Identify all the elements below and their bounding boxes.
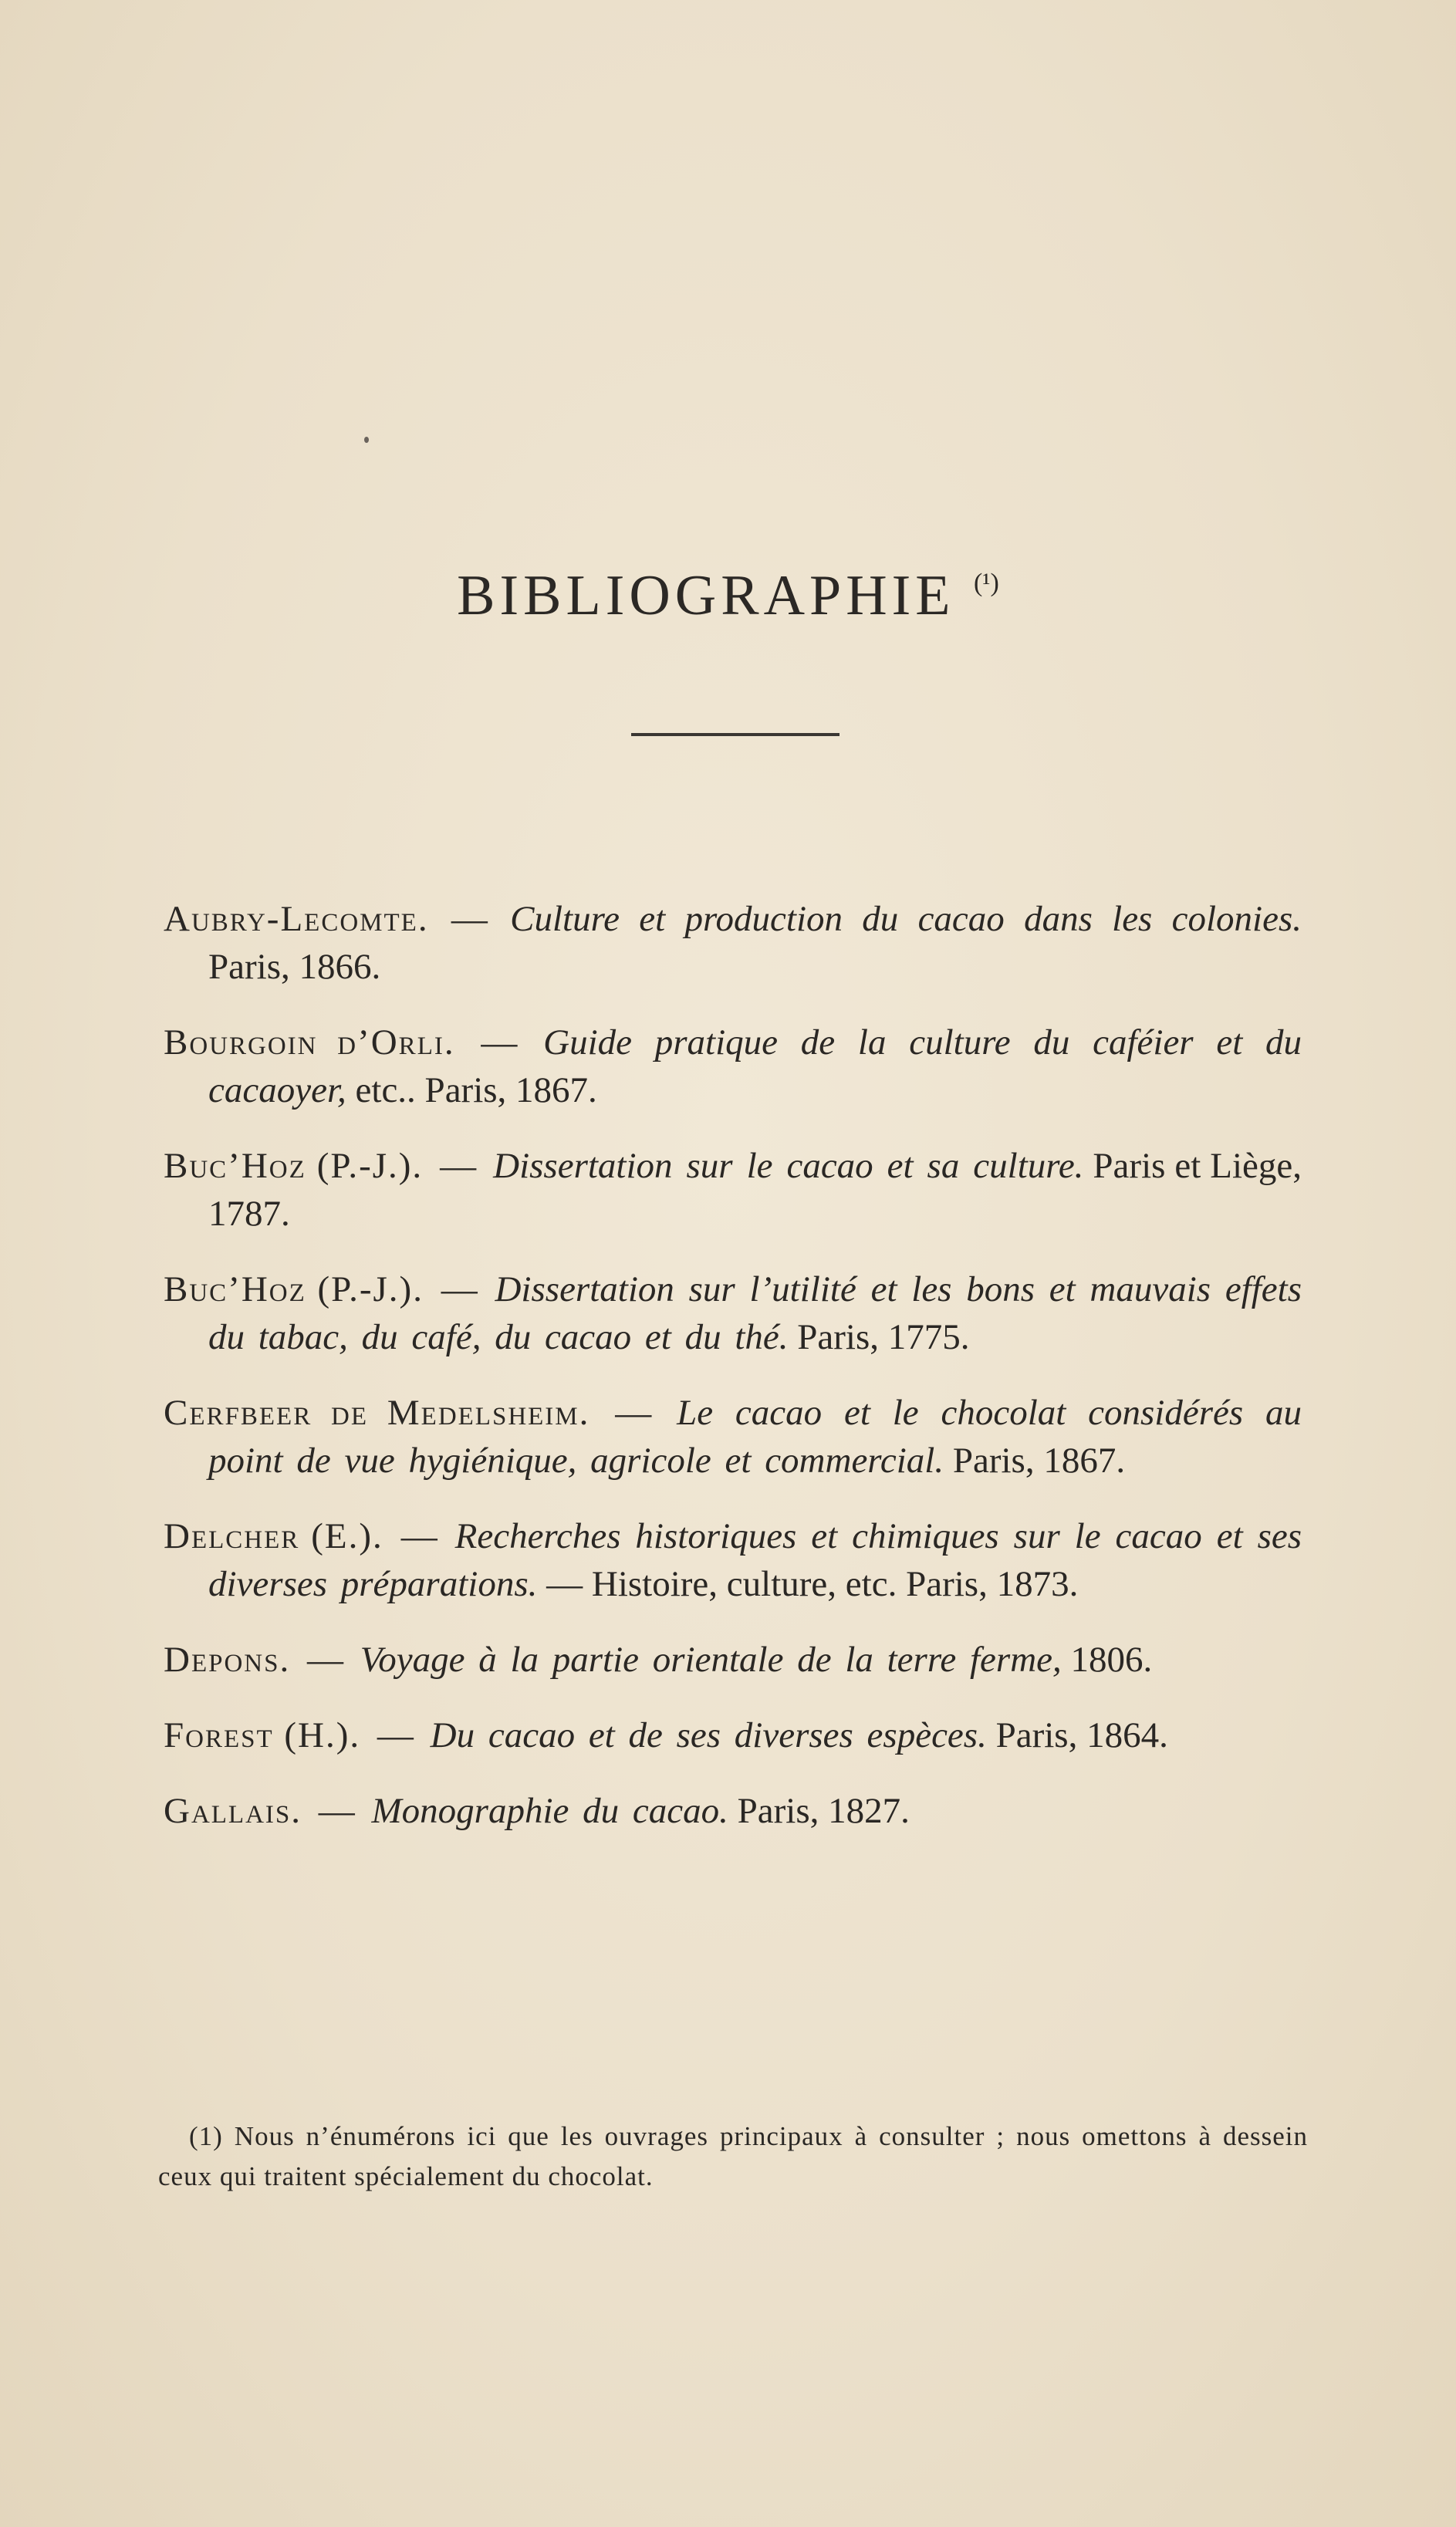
page-title	[0, 563, 1456, 629]
entry-author: Buc’Hoz (P.-J.).	[164, 1269, 424, 1309]
entry-title: Monographie du cacao.	[371, 1791, 728, 1831]
entry-separator: —	[615, 1393, 652, 1433]
entry-author: Cerfbeer de Medelsheim.	[164, 1393, 590, 1433]
entry-author: Delcher (E.).	[164, 1516, 383, 1556]
entry-title: Culture et production du cacao dans les colonies.	[510, 899, 1302, 939]
footnote-marker: (1)	[189, 2121, 223, 2151]
entry-separator: —	[318, 1791, 355, 1831]
footnote	[158, 2117, 1308, 2197]
entry-title: Du cacao et de ses diverses espèces.	[430, 1715, 987, 1755]
bibliography-entry	[164, 1636, 1302, 1684]
entry-details: Paris, 1866.	[208, 947, 381, 987]
entry-details: Paris, 1827.	[737, 1791, 910, 1831]
bibliography-entry	[164, 1512, 1302, 1608]
entry-author: Buc’Hoz (P.-J.).	[164, 1146, 424, 1186]
entry-details: Paris, 1867.	[952, 1441, 1126, 1481]
entry-author: Aubry-Lecomte.	[164, 899, 429, 939]
entry-separator: —	[481, 1022, 518, 1062]
bibliography-entry	[164, 1019, 1302, 1114]
entry-title: Guide pratique de la culture du caféier et du cacaoyer,	[208, 1022, 1302, 1110]
entry-author: Depons.	[164, 1640, 291, 1680]
bibliography-entry	[164, 1389, 1302, 1485]
entry-details: Paris et Liège, 1787.	[208, 1146, 1302, 1234]
ink-speck	[364, 437, 369, 443]
entry-separator: —	[306, 1640, 343, 1680]
entry-title: Dissertation sur le cacao et sa culture.	[493, 1146, 1084, 1186]
entry-title: Voyage à la partie orientale de la terre ferme,	[360, 1640, 1062, 1680]
bibliography-entry	[164, 1711, 1302, 1759]
title-divider	[631, 733, 839, 736]
entry-separator: —	[440, 1146, 477, 1186]
entry-separator: —	[451, 899, 488, 939]
entry-title: Le cacao et le chocolat considérés au point de vue hygiénique, agricole et commercial.	[208, 1393, 1302, 1481]
entry-author: Forest (H.).	[164, 1715, 361, 1755]
entry-separator: —	[400, 1516, 437, 1556]
bibliography-list	[164, 895, 1302, 1863]
bibliography-entry	[164, 1787, 1302, 1835]
entry-author: Gallais.	[164, 1791, 302, 1831]
entry-title: Dissertation sur l’utilité et les bons et mauvais effets du tabac, du café, du cacao et du thé.	[208, 1269, 1302, 1357]
bibliography-entry	[164, 895, 1302, 991]
bibliography-entry	[164, 1265, 1302, 1361]
entry-details: Paris, 1775.	[797, 1317, 970, 1357]
bibliography-entry	[164, 1142, 1302, 1238]
entry-author: Bourgoin d’Orli.	[164, 1022, 455, 1062]
footnote-text: Nous n’énumérons ici que les ouvrages principaux à consulter ; nous omettons à dessein ceux qui traitent spécialement du chocolat.	[158, 2121, 1309, 2191]
title-text: BIBLIOGRAPHIE	[457, 564, 955, 627]
entry-details: 1806.	[1070, 1640, 1153, 1680]
entry-separator: —	[441, 1269, 478, 1309]
entry-title: Recherches historiques et chimiques sur le cacao et ses diverses préparations.	[208, 1516, 1302, 1604]
entry-details: — Histoire, culture, etc. Paris, 1873.	[546, 1564, 1079, 1604]
entry-details: Paris, 1864.	[995, 1715, 1168, 1755]
footnote-reference: (¹)	[973, 569, 999, 597]
entry-details: etc.. Paris, 1867.	[355, 1070, 597, 1110]
entry-separator: —	[377, 1715, 414, 1755]
